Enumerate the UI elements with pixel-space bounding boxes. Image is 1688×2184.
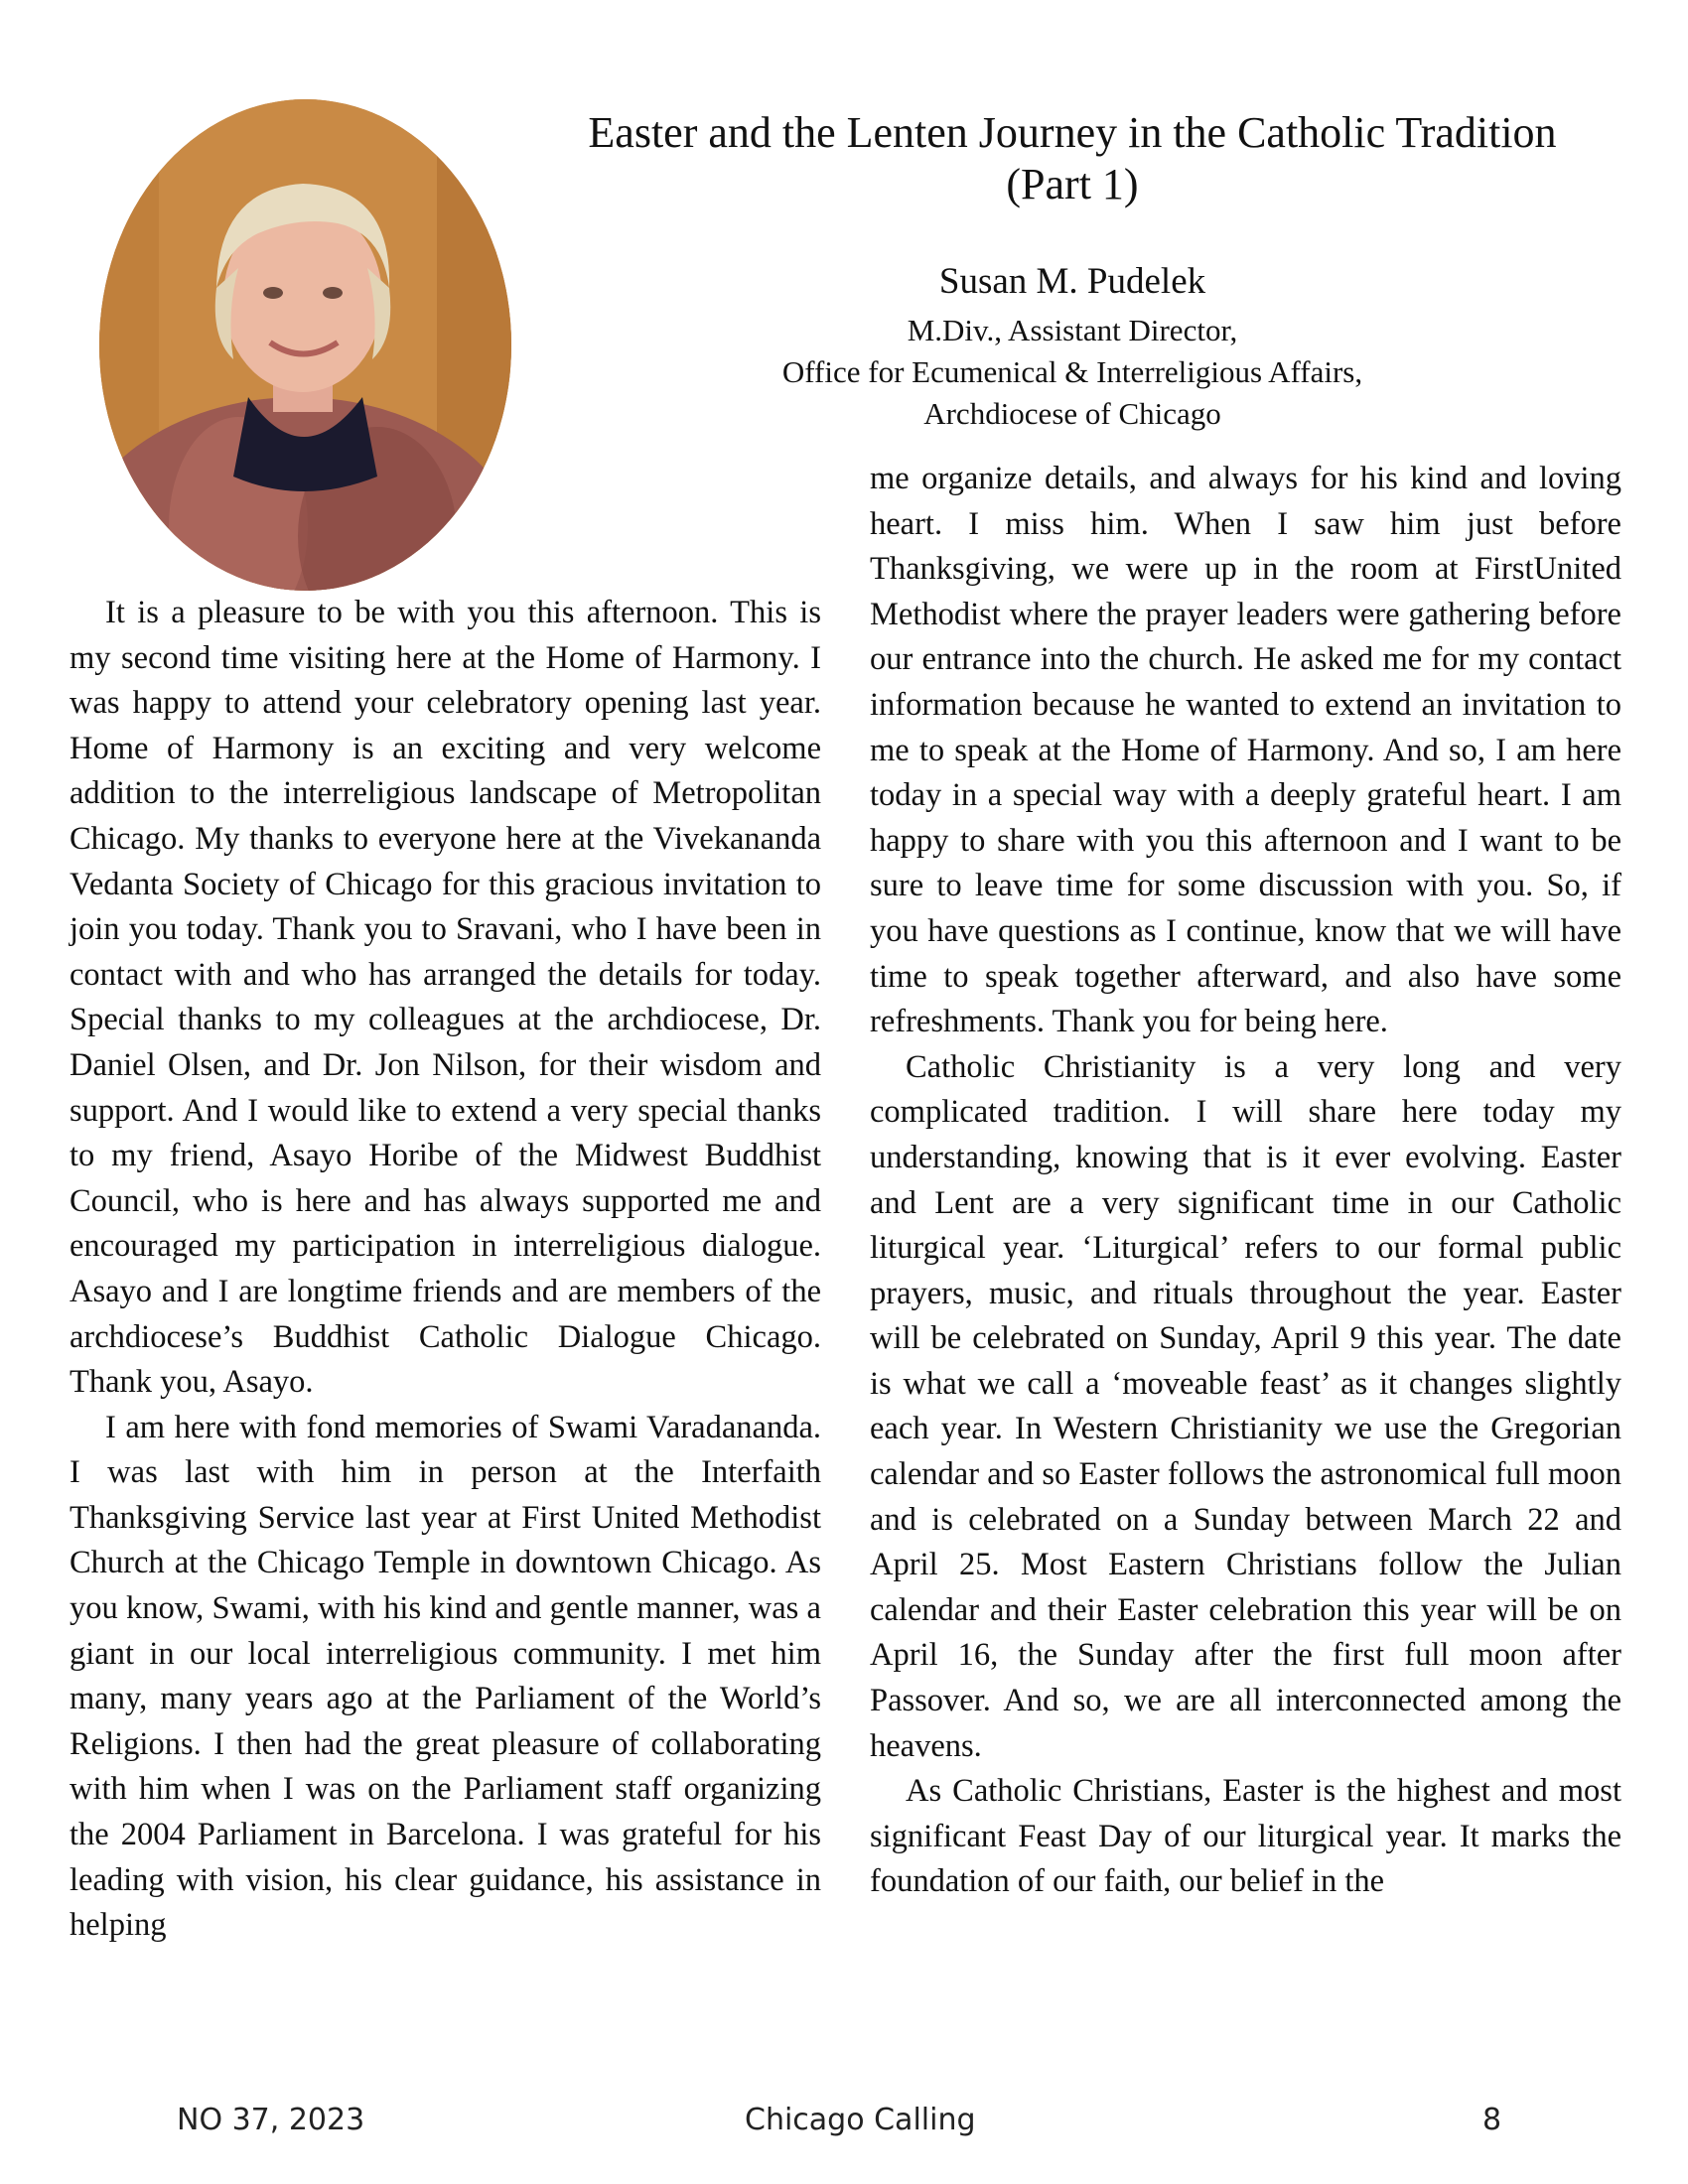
title-line-2: (Part 1) xyxy=(1006,160,1139,208)
article-title xyxy=(516,107,1628,210)
title-line-1: Easter and the Lenten Journey in the Catholic Tradition xyxy=(588,108,1557,157)
footer-page-number: 8 xyxy=(1482,2103,1502,2137)
paragraph: It is a pleasure to be with you this afternoon. This is my second time visiting here at the Home of Harmony. I was happy to attend your celebratory opening last year. Home of Harmony is an exciting and very welcome addition to the interreligious landscape of Metropolitan Chicago. My thanks to everyone here at the Vivekananda Vedanta Society of Chicago for this gracious invitation to join you today. Thank you to Sravani, who I have been in contact with and who has arranged the details for today. Special thanks to my colleagues at the archdiocese, Dr. Daniel Olsen, and Dr. Jon Nilson, for their wisdom and support. And I would like to extend a very special thanks to my friend, Asayo Horibe of the Midwest Buddhist Council, who is here and has always supported me and encouraged my participation in interreligious dialogue. Asayo and I are longtime friends and are members of the archdiocese’s Buddhist Catholic Dialogue Chicago. Thank you, Asayo. xyxy=(70,595,821,1401)
author-portrait xyxy=(99,99,511,591)
paragraph: Catholic Christianity is a very long and very complicated tradition. I will share here today my understanding, knowing that is it ever evolving. Easter and Lent are a very significant time in our Catholic liturgical year. ‘Liturgical’ refers to our formal public prayers, music, and rituals throughout the year. Easter will be celebrated on Sunday, April 9 this year. The date is what we call a ‘moveable feast’ as it changes slightly each year. In Western Christianity we use the Gregorian calendar and so Easter follows the astronomical full moon and is celebrated on a Sunday between March 22 and April 25. Most Eastern Christians follow the Julian calendar and their Easter celebration this year will be on April 16, the Sunday after the first full moon after Passover. And so, we are all interconnected among the heavens. xyxy=(870,1048,1621,1764)
affiliation-line-1: M.Div., Assistant Director, xyxy=(907,313,1238,347)
affiliation-line-2: Office for Ecumenical & Interreligious Affairs, xyxy=(781,354,1363,389)
left-column xyxy=(70,591,821,1949)
author-affiliation xyxy=(516,310,1628,435)
affiliation-line-3: Archdiocese of Chicago xyxy=(923,396,1221,431)
footer-publication: Chicago Calling xyxy=(745,2103,976,2137)
paragraph: As Catholic Christians, Easter is the highest and most significant Feast Day of our liturgical year. It marks the foundation of our faith, our belief in the xyxy=(870,1773,1621,1900)
author-name: Susan M. Pudelek xyxy=(938,261,1206,302)
right-column xyxy=(870,457,1621,1905)
paragraph: I am here with fond memories of Swami Varadananda. I was last with him in person at the Interfaith Thanksgiving Service last year at First United Methodist Church at the Chicago Temple in downtown Chicago. As you know, Swami, with his kind and gentle manner, was a giant in our local interreligious community. I met him many, many years ago at the Parliament of the World’s Religions. I then had the great pleasure of collaborating with him when I was on the Parliament staff organizing the 2004 Parliament in Barcelona. I was grateful for his leading with vision, his clear guidance, his assistance in helping xyxy=(70,1409,821,1944)
footer-issue: NO 37, 2023 xyxy=(177,2103,365,2137)
paragraph-continuation: me organize details, and always for his kind and loving heart. I miss him. When I saw him just before Thanksgiving, we were up in the room at FirstUnited Methodist where the prayer leaders were gathering before our entrance into the church. He asked me for my contact information because he wanted to extend an invitation to me to speak at the Home of Harmony. And so, I am here today in a special way with a deeply grateful heart. I am happy to share with you this afternoon and I want to be sure to leave time for some discussion with you. So, if you have questions as I continue, know that we will have time to speak together afterward, and also have some refreshments. Thank you for being here. xyxy=(870,461,1621,1040)
